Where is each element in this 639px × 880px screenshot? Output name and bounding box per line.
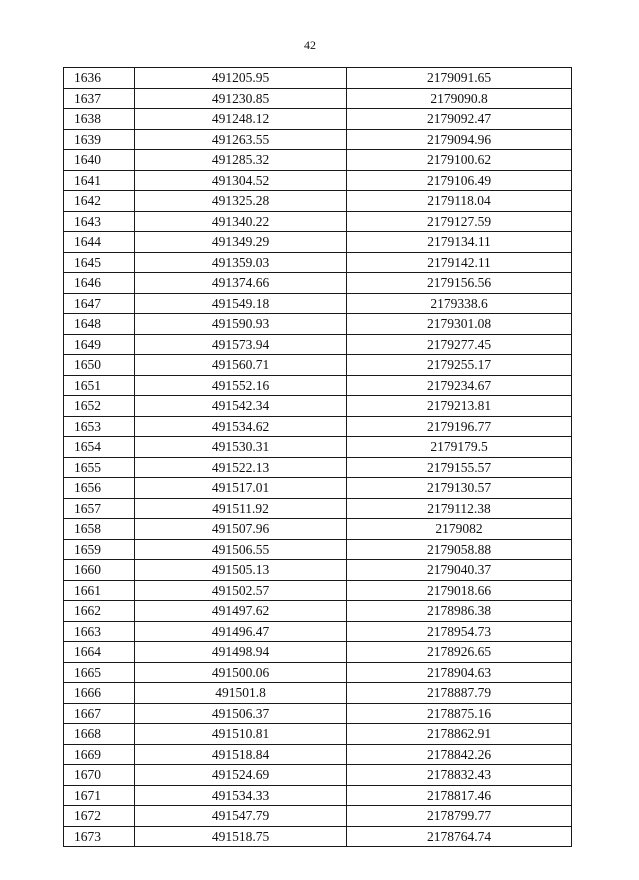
point-number-cell: 1647 [64, 293, 135, 314]
point-number-cell: 1672 [64, 806, 135, 827]
y-coordinate-cell: 2179100.62 [347, 150, 572, 171]
x-coordinate-cell: 491374.66 [135, 273, 347, 294]
point-number-cell: 1670 [64, 765, 135, 786]
y-coordinate-cell: 2179091.65 [347, 68, 572, 89]
y-coordinate-cell: 2179040.37 [347, 560, 572, 581]
table-row [64, 683, 572, 704]
y-coordinate-cell: 2179156.56 [347, 273, 572, 294]
y-coordinate-cell: 2179090.8 [347, 88, 572, 109]
x-coordinate-cell: 491340.22 [135, 211, 347, 232]
table-row [64, 88, 572, 109]
y-coordinate-cell: 2178986.38 [347, 601, 572, 622]
y-coordinate-cell: 2179130.57 [347, 478, 572, 499]
x-coordinate-cell: 491304.52 [135, 170, 347, 191]
x-coordinate-cell: 491573.94 [135, 334, 347, 355]
table-row [64, 662, 572, 683]
table-row [64, 232, 572, 253]
table-row [64, 150, 572, 171]
y-coordinate-cell: 2179155.57 [347, 457, 572, 478]
point-number-cell: 1640 [64, 150, 135, 171]
x-coordinate-cell: 491518.75 [135, 826, 347, 847]
x-coordinate-cell: 491552.16 [135, 375, 347, 396]
table-row [64, 724, 572, 745]
point-number-cell: 1646 [64, 273, 135, 294]
y-coordinate-cell: 2179338.6 [347, 293, 572, 314]
x-coordinate-cell: 491517.01 [135, 478, 347, 499]
y-coordinate-cell: 2178817.46 [347, 785, 572, 806]
table-row [64, 170, 572, 191]
coordinates-table-body [64, 68, 572, 847]
y-coordinate-cell: 2179255.17 [347, 355, 572, 376]
x-coordinate-cell: 491285.32 [135, 150, 347, 171]
point-number-cell: 1665 [64, 662, 135, 683]
x-coordinate-cell: 491205.95 [135, 68, 347, 89]
x-coordinate-cell: 491530.31 [135, 437, 347, 458]
y-coordinate-cell: 2179301.08 [347, 314, 572, 335]
point-number-cell: 1653 [64, 416, 135, 437]
table-row [64, 703, 572, 724]
table-row [64, 129, 572, 150]
x-coordinate-cell: 491359.03 [135, 252, 347, 273]
point-number-cell: 1637 [64, 88, 135, 109]
table-row [64, 68, 572, 89]
point-number-cell: 1668 [64, 724, 135, 745]
point-number-cell: 1656 [64, 478, 135, 499]
table-row [64, 457, 572, 478]
table-row [64, 826, 572, 847]
y-coordinate-cell: 2178799.77 [347, 806, 572, 827]
x-coordinate-cell: 491325.28 [135, 191, 347, 212]
x-coordinate-cell: 491502.57 [135, 580, 347, 601]
table-row [64, 437, 572, 458]
x-coordinate-cell: 491542.34 [135, 396, 347, 417]
x-coordinate-cell: 491534.62 [135, 416, 347, 437]
table-row [64, 519, 572, 540]
point-number-cell: 1659 [64, 539, 135, 560]
x-coordinate-cell: 491507.96 [135, 519, 347, 540]
table-row [64, 621, 572, 642]
point-number-cell: 1662 [64, 601, 135, 622]
table-row [64, 498, 572, 519]
point-number-cell: 1671 [64, 785, 135, 806]
table-row [64, 580, 572, 601]
table-row [64, 334, 572, 355]
x-coordinate-cell: 491248.12 [135, 109, 347, 130]
y-coordinate-cell: 2178954.73 [347, 621, 572, 642]
y-coordinate-cell: 2179179.5 [347, 437, 572, 458]
x-coordinate-cell: 491263.55 [135, 129, 347, 150]
point-number-cell: 1673 [64, 826, 135, 847]
x-coordinate-cell: 491498.94 [135, 642, 347, 663]
point-number-cell: 1655 [64, 457, 135, 478]
point-number-cell: 1654 [64, 437, 135, 458]
point-number-cell: 1636 [64, 68, 135, 89]
y-coordinate-cell: 2178887.79 [347, 683, 572, 704]
point-number-cell: 1651 [64, 375, 135, 396]
y-coordinate-cell: 2179106.49 [347, 170, 572, 191]
table-row [64, 539, 572, 560]
x-coordinate-cell: 491524.69 [135, 765, 347, 786]
table-row [64, 211, 572, 232]
point-number-cell: 1667 [64, 703, 135, 724]
y-coordinate-cell: 2179082 [347, 519, 572, 540]
y-coordinate-cell: 2179058.88 [347, 539, 572, 560]
x-coordinate-cell: 491549.18 [135, 293, 347, 314]
y-coordinate-cell: 2179277.45 [347, 334, 572, 355]
point-number-cell: 1642 [64, 191, 135, 212]
x-coordinate-cell: 491506.37 [135, 703, 347, 724]
point-number-cell: 1650 [64, 355, 135, 376]
x-coordinate-cell: 491560.71 [135, 355, 347, 376]
point-number-cell: 1652 [64, 396, 135, 417]
y-coordinate-cell: 2178832.43 [347, 765, 572, 786]
y-coordinate-cell: 2179142.11 [347, 252, 572, 273]
point-number-cell: 1666 [64, 683, 135, 704]
point-number-cell: 1657 [64, 498, 135, 519]
x-coordinate-cell: 491349.29 [135, 232, 347, 253]
table-row [64, 601, 572, 622]
point-number-cell: 1644 [64, 232, 135, 253]
x-coordinate-cell: 491522.13 [135, 457, 347, 478]
table-row [64, 293, 572, 314]
y-coordinate-cell: 2179092.47 [347, 109, 572, 130]
x-coordinate-cell: 491501.8 [135, 683, 347, 704]
point-number-cell: 1638 [64, 109, 135, 130]
x-coordinate-cell: 491511.92 [135, 498, 347, 519]
table-row [64, 375, 572, 396]
y-coordinate-cell: 2179213.81 [347, 396, 572, 417]
table-row [64, 355, 572, 376]
y-coordinate-cell: 2179112.38 [347, 498, 572, 519]
table-row [64, 416, 572, 437]
table-row [64, 252, 572, 273]
x-coordinate-cell: 491496.47 [135, 621, 347, 642]
x-coordinate-cell: 491506.55 [135, 539, 347, 560]
page-number: 42 [304, 38, 316, 52]
y-coordinate-cell: 2179196.77 [347, 416, 572, 437]
point-number-cell: 1643 [64, 211, 135, 232]
table-row [64, 478, 572, 499]
x-coordinate-cell: 491497.62 [135, 601, 347, 622]
y-coordinate-cell: 2179018.66 [347, 580, 572, 601]
table-row [64, 273, 572, 294]
x-coordinate-cell: 491510.81 [135, 724, 347, 745]
point-number-cell: 1639 [64, 129, 135, 150]
y-coordinate-cell: 2179118.04 [347, 191, 572, 212]
point-number-cell: 1669 [64, 744, 135, 765]
point-number-cell: 1664 [64, 642, 135, 663]
y-coordinate-cell: 2179127.59 [347, 211, 572, 232]
table-row [64, 109, 572, 130]
table-row [64, 642, 572, 663]
y-coordinate-cell: 2178926.65 [347, 642, 572, 663]
x-coordinate-cell: 491547.79 [135, 806, 347, 827]
x-coordinate-cell: 491590.93 [135, 314, 347, 335]
x-coordinate-cell: 491518.84 [135, 744, 347, 765]
y-coordinate-cell: 2178764.74 [347, 826, 572, 847]
y-coordinate-cell: 2178904.63 [347, 662, 572, 683]
point-number-cell: 1663 [64, 621, 135, 642]
y-coordinate-cell: 2179234.67 [347, 375, 572, 396]
point-number-cell: 1641 [64, 170, 135, 191]
y-coordinate-cell: 2178862.91 [347, 724, 572, 745]
table-row [64, 191, 572, 212]
y-coordinate-cell: 2179134.11 [347, 232, 572, 253]
table-row [64, 806, 572, 827]
table-row [64, 314, 572, 335]
table-row [64, 396, 572, 417]
point-number-cell: 1648 [64, 314, 135, 335]
x-coordinate-cell: 491534.33 [135, 785, 347, 806]
x-coordinate-cell: 491500.06 [135, 662, 347, 683]
y-coordinate-cell: 2178875.16 [347, 703, 572, 724]
point-number-cell: 1661 [64, 580, 135, 601]
coordinates-table [63, 67, 572, 847]
table-row [64, 785, 572, 806]
x-coordinate-cell: 491505.13 [135, 560, 347, 581]
point-number-cell: 1645 [64, 252, 135, 273]
table-row [64, 765, 572, 786]
table-row [64, 744, 572, 765]
y-coordinate-cell: 2178842.26 [347, 744, 572, 765]
y-coordinate-cell: 2179094.96 [347, 129, 572, 150]
table-row [64, 560, 572, 581]
x-coordinate-cell: 491230.85 [135, 88, 347, 109]
point-number-cell: 1658 [64, 519, 135, 540]
point-number-cell: 1660 [64, 560, 135, 581]
point-number-cell: 1649 [64, 334, 135, 355]
